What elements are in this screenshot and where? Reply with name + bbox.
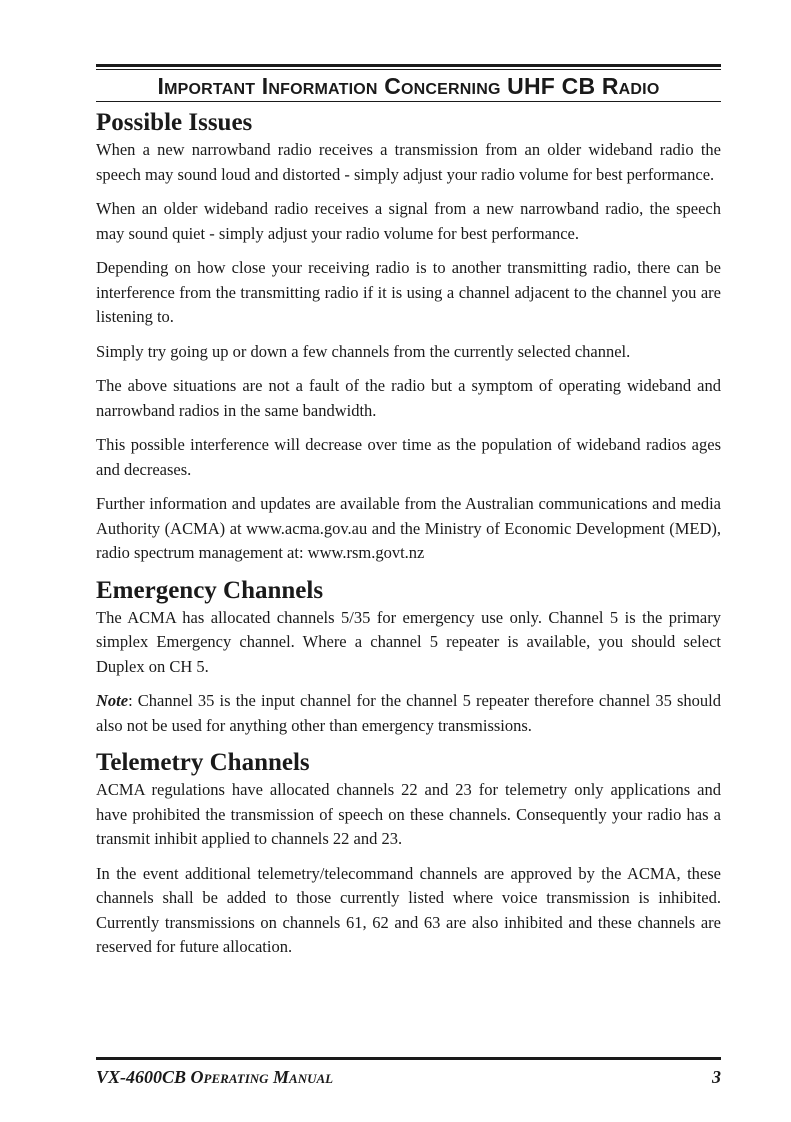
section-possible-issues (96, 108, 721, 566)
section-heading: Possible Issues (96, 109, 253, 136)
section-heading: Telemetry Channels (96, 749, 310, 776)
header-rule (96, 64, 721, 67)
page-number: 3 (712, 1067, 721, 1087)
footer-model: VX-4600CB (96, 1067, 187, 1087)
footer-rule (96, 1057, 721, 1060)
paragraph: This possible interference will decrease over time as the population of wideband radios ages and decreases. (96, 435, 721, 479)
header-rule-bottom (96, 101, 721, 102)
paragraph: Simply try going up or down a few channels from the currently selected channel. (96, 341, 631, 361)
note-text: : Channel 35 is the input channel for the channel 5 repeater therefore channel 35 should also not be used for anything other than emergency transmissions. (96, 691, 721, 735)
paragraph: Further information and updates are available from the Australian communications and media Authority (ACMA) at www.acma.gov.au and the Ministry of Economic Development (MED), radio spectrum management at: www.rsm.govt.nz (96, 494, 721, 562)
paragraph: ACMA regulations have allocated channels 22 and 23 for telemetry only applications and have prohibited the transmission of speech on these channels. Consequently your radio has a transmit inhibit applied to channels 22 and 23. (96, 780, 721, 848)
page-content (96, 108, 721, 970)
paragraph: In the event additional telemetry/telecommand channels are approved by the ACMA, these channels shall be added to those currently listed where voice transmission is inhibited. Currently transmissions on channels 61, 62 and 63 are also inhibited and these channels are reserved for future allocation. (96, 863, 721, 956)
paragraph: Depending on how close your receiving radio is to another transmitting radio, there can be interference from the transmitting radio if it is using a channel adjacent to the channel you are listening to. (96, 258, 721, 326)
paragraph: When an older wideband radio receives a signal from a new narrowband radio, the speech may sound quiet - simply adjust your radio volume for best performance. (96, 199, 721, 243)
paragraph: The ACMA has allocated channels 5/35 for emergency use only. Channel 5 is the primary simplex Emergency channel. Where a channel 5 repeater is available, you should select Duplex on CH 5. (96, 607, 721, 676)
paragraph: The above situations are not a fault of the radio but a symptom of operating wideband and narrowband radios in the same bandwidth. (96, 376, 721, 420)
note-paragraph (96, 689, 721, 738)
note-label: Note (96, 691, 129, 710)
section-heading: Emergency Channels (96, 576, 324, 604)
footer-manual-title (96, 1066, 333, 1088)
header-rule-thin (96, 69, 721, 70)
paragraph: When a new narrowband radio receives a transmission from an older wideband radio the speech may sound loud and distorted - simply adjust your radio volume for best performance. (96, 140, 721, 184)
section-emergency-channels (96, 576, 721, 739)
page-header-title: Important Information Concerning UHF CB Radio (157, 73, 660, 99)
section-telemetry-channels (96, 748, 721, 960)
footer-manual-label: Operating Manual (190, 1067, 334, 1087)
